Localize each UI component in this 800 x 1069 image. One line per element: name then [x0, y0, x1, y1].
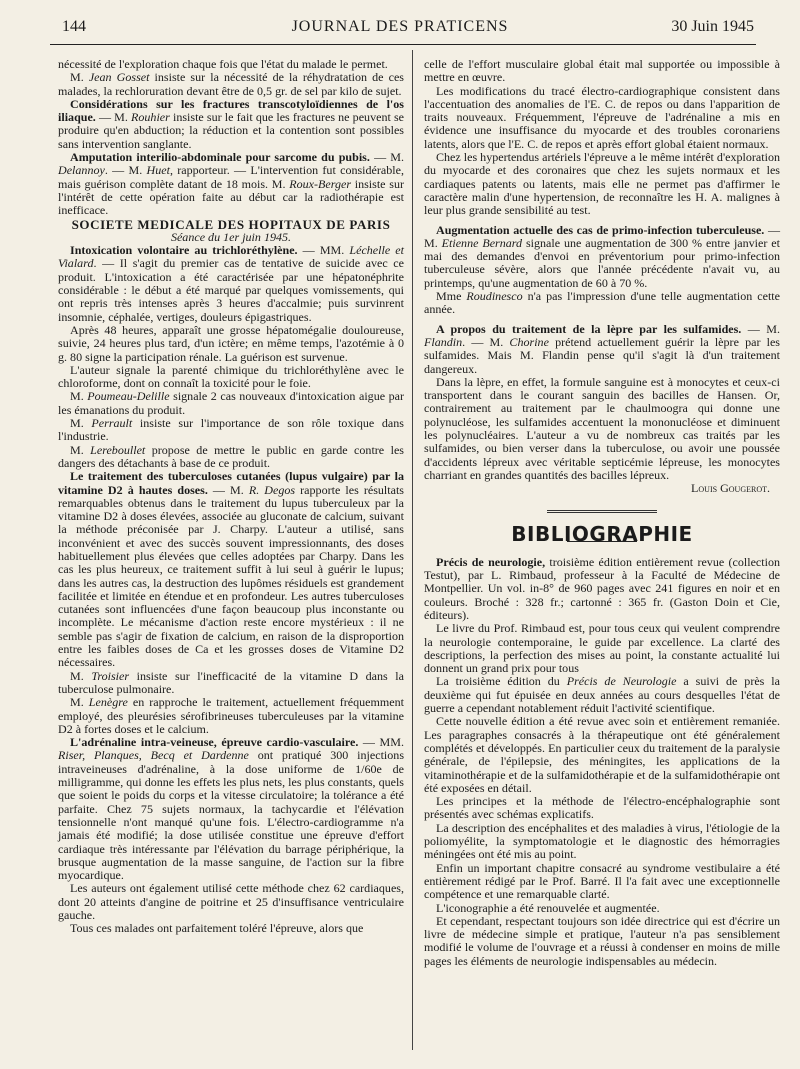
- article-heading: A propos du traitement de la lèpre par les sulfamides.: [436, 321, 742, 336]
- page-number: 144: [62, 18, 86, 35]
- left-column: [58, 58, 404, 936]
- paragraph: Amputation interilio-abdominale pour sarcome du pubis. — M. Delannoy. — M. Huet, rapporteur. — L'intervention fut considérable, mais guérison complète datant de 18 mois. M. Roux-Berger insiste sur l'intérêt de cette opération faite au début car la radiothérapie est inefficace.: [58, 150, 405, 218]
- paragraph: Intoxication volontaire au trichloréthylène. — MM. Léchelle et Vialard. — Il s'agit du premier cas de tentative de suicide avec ce produit. L'intoxication a été caractérisée par une hépatonéphrite considérable : le début a été marqué par quelques vomissements, qui ont repris très intenses après 3 heures d'accalmie; puis survinrent insomnie, céphalée, vertiges, douleurs épigastriques.: [58, 243, 404, 324]
- issue-date: 30 Juin 1945: [671, 18, 754, 35]
- paragraph: Dans la lèpre, en effet, la formule sanguine est à monocytes et ceux-ci transportent dans le courant sanguin des bacilles de Hansen. Or, contrairement au traitement par le chaulmoogra qui donne une polynucléose, les sulfamides accentuent la mononucléose et diminuent les polynucléaires. L'auteur a vu de nombreux cas traités par les sulfamides, ou bien verser dans la tuberculose, ou avoir une poussée d'accidents lépreux avec véritable septicémie lépreuse, les monocytes charriant en grandes quantités des bacilles lépreux.: [424, 374, 780, 482]
- book-title: Précis de neurologie,: [436, 554, 546, 569]
- paragraph: Chez les hypertendus artériels l'épreuve a le même intérêt d'exploration du myocarde et des coronaires que chez les sujets normaux et les cardiaques patents ou latents, mais elle ne permet pas d'affirmer le caractère malin d'une hypertension, de reconnaître les H. A. malignes à leur plus grande sensibilité au test.: [424, 150, 780, 218]
- journal-title: JOURNAL DES PRATICENS: [291, 18, 509, 35]
- ornament-divider: [547, 510, 657, 516]
- session-date: Séance du 1er juin 1945.: [170, 229, 292, 244]
- paragraph: Les modifications du tracé électro-cardiographique consistent dans l'accentuation des anomalies de l'E. C. de repos ou dans l'apparition de traits nouveaux. Fréquemment, l'épreuve de l'adrénaline a mis en évidence une insuffisance du myocarde et des troubles coronariens latents, alors que l'E. C. de repos et après effort global étaient normaux.: [424, 83, 780, 151]
- paragraph: L'auteur signale la parenté chimique du trichloréthylène avec le chloroforme, dont on connaît la toxicité pour le foie.: [58, 362, 404, 391]
- paragraph: Après 48 heures, apparaît une grosse hépatomégalie douloureuse, suivie, 24 heures plus tard, d'un ictère; en même temps, l'azotémie à 0 g. 80 signe la participation rénale. La guérison est survenue.: [58, 322, 404, 364]
- right-column: [424, 58, 780, 968]
- paragraph: M. Perrault insiste sur l'importance de son rôle toxique dans l'industrie.: [58, 416, 404, 444]
- article-heading: Augmentation actuelle des cas de primo-infection tuberculeuse.: [436, 222, 765, 237]
- paragraph: Augmentation actuelle des cas de primo-infection tuberculeuse. — M. Etienne Bernard signale une augmentation de 300 % entre janvier et mai des demandes d'envoi en préventorium pour primo-infection tuberculeuse sévère, alors que l'année précédente n'avait vu, au printemps, qu'une augmentation de 60 à 70 %.: [424, 222, 780, 290]
- paragraph: La troisième édition du Précis de Neurologie a suivi de près la deuxième qui fut épuisée en deux années au cours desquelles l'état de guerre a cependant notablement réduit l'activité scientifique.: [424, 674, 780, 716]
- article-heading: Intoxication volontaire au trichloréthylène.: [70, 243, 298, 258]
- paragraph: Considérations sur les fractures transcotyloïdiennes de l'os iliaque. — M. Rouhier insiste sur le fait que les fractures ne peuvent se produire qu'en abduction; la réduction et la contention sont possibles sans intervention sanglante.: [58, 96, 404, 151]
- paragraph: Précis de neurologie, troisième édition entièrement revue (collection Testut), par L. Rimbaud, professeur à la Faculté de Médecine de Montpellier. Un vol. in-8° de 960 pages avec 241 figures en noir et en couleurs. Broché : 328 fr.; cartonné : 365 fr. (Gaston Doin et Cie, éditeurs).: [424, 554, 781, 622]
- author-signature: Louis Gougerot.: [691, 481, 770, 496]
- paragraph: Et cependant, respectant toujours son idée directrice qui est d'écrire un livre de médecine simple et pratique, l'auteur n'a pas sensiblement modifié le volume de l'ouvrage et a réussi à condenser en moins de mille pages les éléments de neurologie indispensables au médecin.: [424, 913, 780, 968]
- article-heading: Le traitement des tuberculoses cutanées (lupus vulgaire) par la vitamine D2 à hautes doses.: [58, 469, 404, 497]
- paragraph: Tous ces malades ont parfaitement toléré l'épreuve, alors que: [70, 921, 364, 936]
- article-heading: L'adrénaline intra-veineuse, épreuve cardio-vasculaire.: [70, 735, 359, 750]
- paragraph: Le livre du Prof. Rimbaud est, pour tous ceux qui veulent comprendre la neurologie contemporaine, le guide par excellence. La clarté des descriptions, la perfection des mises au point, la constante actualité lui donnent un grand prix pour tous: [424, 621, 780, 676]
- section-title: SOCIETE MEDICALE DES HOPITAUX DE PARIS: [71, 216, 391, 232]
- paragraph: Les auteurs ont également utilisé cette méthode chez 62 cardiaques, dont 20 atteints d'angine de poitrine et 25 d'insuffisance ventriculaire gauche.: [58, 881, 404, 922]
- paragraph: Le traitement des tuberculoses cutanées (lupus vulgaire) par la vitamine D2 à hautes doses. — M. R. Degos rapporte les résultats remarquables obtenus dans le traitement du lupus tuberculeux par la vitamine D2 à doses élevées, associée au gluconate de calcium, suivant la méthode préconisée par J. Charpy. L'auteur a utilisé, sans inconvénient et avec des succès souvent impressionnants, des doses habituellement plus élevées que celles adoptées par Charpy. Dans les cas les plus heureux, ce traitement suffit à lui seul à guérir le lupus; dans les autres cas, la destruction des lupômes résiduels est grandement facilitée et limitée en étendue et en profondeur. Les autres tuberculoses cutanées sont influencées d'une façon beaucoup plus inconstante ou incomplète. Le mécanisme d'action reste encore mystérieux : il ne semble pas s'agir de fixation de calcium, en raison de la disproportion entre les faibles doses de Ca et les grosses doses de Vitamine D2 nécessaires.: [58, 469, 404, 670]
- paragraph: L'iconographie a été renouvelée et augmentée.: [436, 900, 660, 915]
- paragraph: Les principes et la méthode de l'électro-encéphalographie sont présentés avec schémas explicatifs.: [424, 794, 780, 822]
- paragraph: M. Lenègre en rapproche le traitement, actuellement fréquemment employé, des pleurésies sérofibrineuses tuberculeuses par la vitamine D2 à fortes doses et le calcium.: [58, 695, 404, 736]
- column-divider: [412, 50, 413, 1050]
- paragraph: M. Jean Gosset insiste sur la nécessité de la réhydratation de ces malades, la rechloruration devant être de 0,5 gr. de sel par kilo de sujet.: [58, 70, 404, 98]
- article-heading: Amputation interilio-abdominale pour sarcome du pubis.: [70, 150, 370, 165]
- paragraph: M. Troisier insiste sur l'inefficacité de la vitamine D dans la tuberculose pulmonaire.: [58, 668, 404, 696]
- paragraph: Cette nouvelle édition a été revue avec soin et entièrement remaniée. Les paragraphes consacrés à la thérapeutique ont été généralement complétés et développés. En particulier ceux du traitement de la paralysie générale, de l'épilepsie, des méningites, les applications de la vitaminothérapie et de la sulfamidothérapie et de la sulfamidothérapie ont été exposées en détail.: [424, 714, 780, 795]
- paragraph: M. Poumeau-Delille signale 2 cas nouveaux d'intoxication aigue par les émanations du produit.: [58, 389, 404, 417]
- paragraph: A propos du traitement de la lèpre par les sulfamides. — M. Flandin. — M. Chorine prétend actuellement guérir la lèpre par les sulfamides. Mais M. Flandin pense qu'il s'agit là d'un traitement dangereux.: [424, 321, 780, 376]
- header-rule: [50, 44, 756, 45]
- paragraph: Mme Roudinesco n'a pas l'impression d'une telle augmentation cette année.: [424, 289, 780, 317]
- paragraph: Enfin un important chapitre consacré au syndrome vestibulaire a été entièrement rédigé par le Prof. Barré. Il l'a fait avec une exceptionnelle compétence et une remarquable clarté.: [424, 860, 780, 902]
- paragraph: celle de l'effort musculaire global était mal supportée ou impossible à mettre en œuvre.: [424, 57, 780, 85]
- paragraph: nécessité de l'exploration chaque fois que l'état du malade le permet.: [58, 57, 388, 71]
- paragraph: M. Lereboullet propose de mettre le public en garde contre les dangers des détachants à base de ce produit.: [58, 442, 404, 470]
- page-header: [0, 0, 800, 44]
- paragraph: L'adrénaline intra-veineuse, épreuve cardio-vasculaire. — MM. Riser, Planques, Becq et Dardenne ont pratiqué 300 injections intraveineuses d'adrénaline, à la dose uniforme de 1/60e de milligramme, qui donne les effets les plus nets, les plus constants, quels que soient le poids du corps et la vitesse circulatoire; la tolérance a été parfaite. Chez 75 sujets normaux, la tachycardie et l'élévation tensionnelle n'ont manqué qu'une fois. L'électro-cardiogramme n'a jamais été modifié; la dose utilisée constitue une épreuve d'effort cardiaque très intéressante par l'élévation du barrage périphérique, la brusque augmentation de la masse sanguine, de l'action sur la fibre myocardique.: [58, 735, 405, 883]
- bibliography-title: BIBLIOGRAPHIE: [511, 521, 693, 546]
- article-heading: Considérations sur les fractures transcotyloïdiennes de l'os iliaque.: [58, 96, 404, 125]
- paragraph: La description des encéphalites et des maladies à virus, l'étiologie de la poliomyélite, la symptomatologie et le diagnostic des hémorragies méningées ont été mis au point.: [424, 820, 780, 862]
